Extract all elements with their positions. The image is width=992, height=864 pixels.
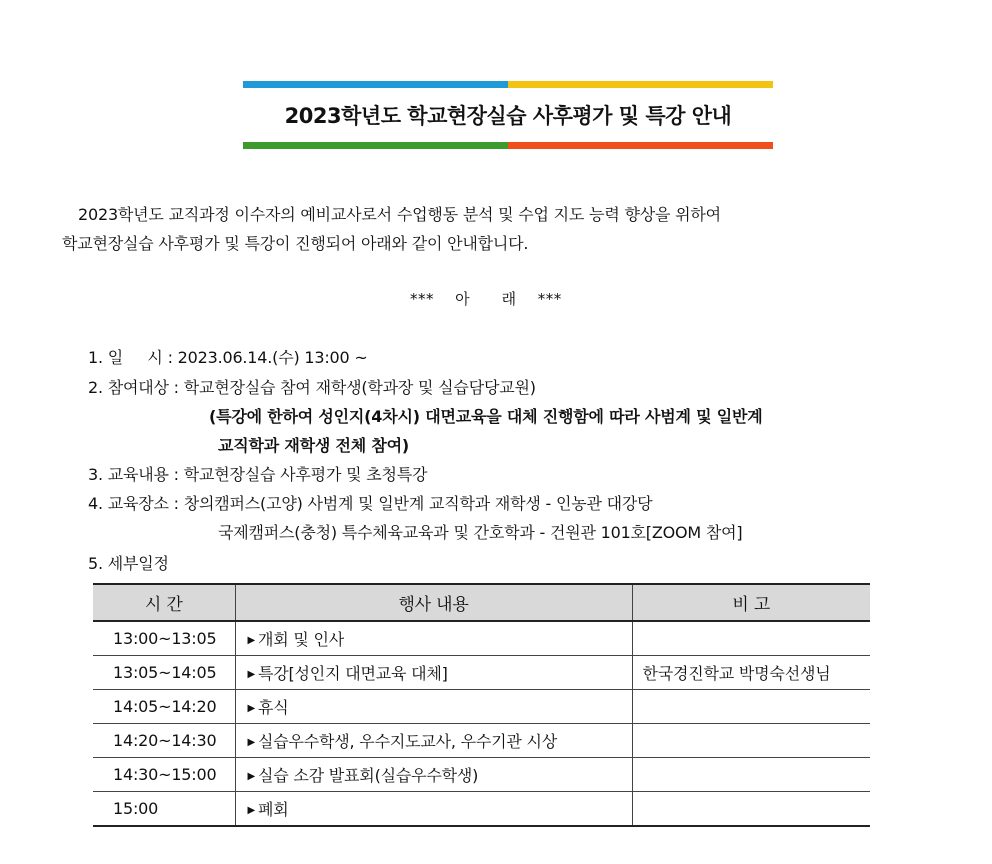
row-event — [235, 656, 632, 690]
item-location-label: 4. 교육장소 : — [88, 494, 184, 513]
row-event — [235, 724, 632, 758]
row-note: 한국경진학교 박명숙선생님 — [632, 656, 870, 690]
triangle-right-icon: ▶ — [247, 737, 255, 748]
row-event-text: 휴식 — [258, 698, 289, 717]
row-note — [632, 690, 870, 724]
table-row — [93, 758, 870, 792]
item-participants-note-2: 교직학과 재학생 전체 참여) — [218, 436, 410, 455]
triangle-right-icon: ▶ — [247, 703, 255, 714]
row-time: 13:00~13:05 — [93, 621, 235, 656]
triangle-right-icon: ▶ — [247, 635, 255, 646]
row-time: 15:00 — [93, 792, 235, 827]
triangle-right-icon: ▶ — [247, 669, 255, 680]
item-location-value: 창의캠퍼스(고양) 사범계 및 일반계 교직학과 재학생 - 인농관 대강당 — [183, 494, 653, 513]
table-row — [93, 724, 870, 758]
title-bar-yellow — [508, 81, 773, 88]
item-participants-label: 2. 참여대상 : — [88, 378, 184, 397]
item-datetime-label: 1. 일 시 : — [88, 348, 178, 367]
row-event — [235, 758, 632, 792]
title-banner — [243, 81, 773, 150]
row-event-text: 실습우수학생, 우수지도교사, 우수기관 시상 — [258, 732, 558, 751]
row-note — [632, 724, 870, 758]
row-time: 14:05~14:20 — [93, 690, 235, 724]
item-content-label: 3. 교육내용 : — [88, 465, 184, 484]
ar-heading: *** 아 래 *** — [410, 290, 562, 308]
row-note — [632, 621, 870, 656]
row-note — [632, 758, 870, 792]
item-participants-note-1: (특강에 한하여 성인지(4차시) 대면교육을 대체 진행함에 따라 사범계 및 일반계 — [209, 407, 763, 426]
triangle-right-icon: ▶ — [247, 771, 255, 782]
schedule-table — [93, 583, 870, 827]
item-datetime — [88, 345, 368, 368]
intro-line-2: 학교현장실습 사후평가 및 특강이 진행되어 아래와 같이 안내합니다. — [62, 234, 529, 253]
row-time: 13:05~14:05 — [93, 656, 235, 690]
row-event-text: 특강[성인지 대면교육 대체] — [258, 664, 448, 683]
header-time: 시 간 — [93, 584, 235, 621]
row-note — [632, 792, 870, 827]
header-event: 행사 내용 — [235, 584, 632, 621]
title-bar-blue — [243, 81, 508, 88]
schedule-header-row — [93, 584, 870, 621]
row-time: 14:30~15:00 — [93, 758, 235, 792]
row-event-text: 실습 소감 발표회(실습우수학생) — [258, 766, 479, 785]
item-content — [88, 462, 427, 485]
row-event-text: 폐회 — [258, 800, 289, 819]
row-event — [235, 621, 632, 656]
table-row — [93, 792, 870, 827]
intro-paragraph — [62, 200, 902, 258]
item-participants — [88, 375, 536, 398]
page-title: 2023학년도 학교현장실습 사후평가 및 특강 안내 — [284, 104, 732, 128]
intro-line-1: 2023학년도 교직과정 이수자의 예비교사로서 수업행동 분석 및 수업 지도 능력 향상을 위하여 — [78, 205, 721, 224]
item-datetime-value: 2023.06.14.(수) 13:00 ~ — [177, 348, 368, 367]
item-content-value: 학교현장실습 사후평가 및 초청특강 — [183, 465, 428, 484]
triangle-right-icon: ▶ — [247, 805, 255, 816]
item-schedule-heading: 5. 세부일정 — [88, 554, 169, 573]
table-row — [93, 656, 870, 690]
table-row — [93, 690, 870, 724]
title-bar-orange — [508, 142, 773, 149]
item-location-line-2: 국제캠퍼스(충청) 특수체육교육과 및 간호학과 - 건원관 101호[ZOOM 참여] — [218, 523, 743, 542]
table-row — [93, 621, 870, 656]
row-time: 14:20~14:30 — [93, 724, 235, 758]
row-event-text: 개회 및 인사 — [258, 630, 345, 649]
item-location — [88, 491, 652, 514]
row-event — [235, 690, 632, 724]
header-note: 비 고 — [632, 584, 870, 621]
row-event — [235, 792, 632, 827]
item-participants-value: 학교현장실습 참여 재학생(학과장 및 실습담당교원) — [183, 378, 536, 397]
title-bar-green — [243, 142, 508, 149]
